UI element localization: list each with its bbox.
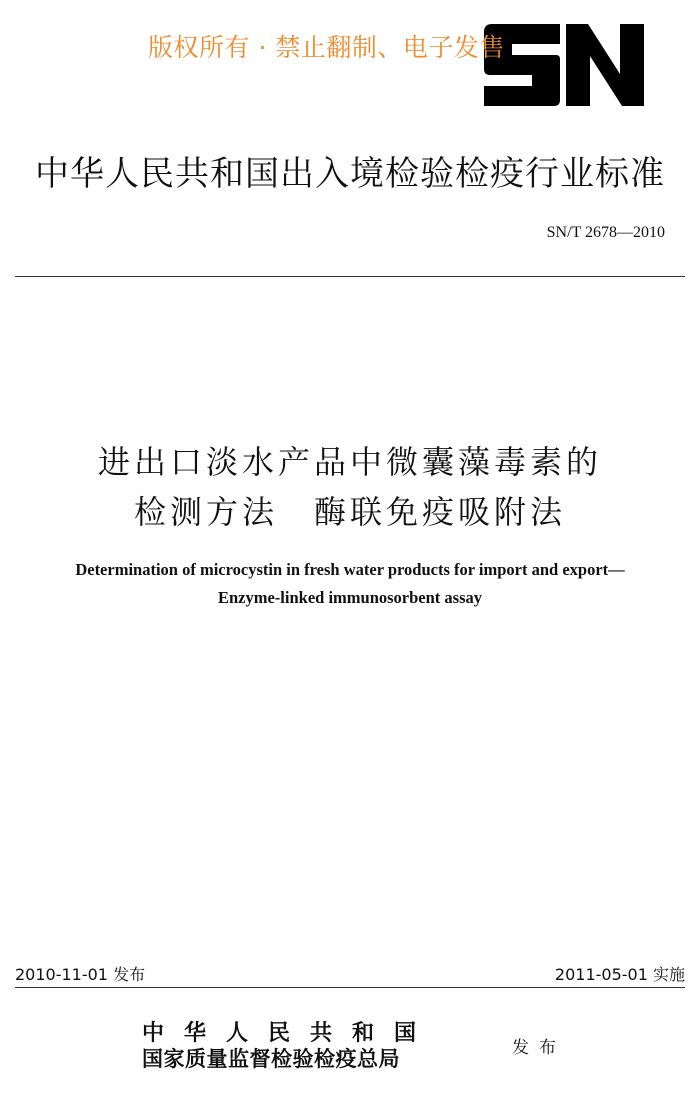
- issue-date: 2010-11-01 发布: [15, 965, 146, 984]
- issuer-line1: 中华人民共和国: [142, 1020, 437, 1046]
- standard-number: SN/T 2678—2010: [546, 224, 665, 241]
- sn-logo: [484, 24, 644, 106]
- header-divider: [15, 276, 685, 277]
- org-title: 中华人民共和国出入境检验检疫行业标准: [35, 154, 665, 194]
- title-zh-line2: 检测方法 酶联免疫吸附法: [133, 493, 566, 531]
- title-en-line2: Enzyme-linked immunosorbent assay: [217, 588, 483, 607]
- publish-label: 发布: [512, 1038, 566, 1058]
- sn-logo-n: [566, 24, 644, 106]
- title-en-line1: Determination of microcystin in fresh water products for import and export—: [75, 560, 625, 579]
- watermark-text: 版权所有 · 禁止翻制、电子发售: [148, 33, 505, 62]
- footer-divider: [15, 987, 685, 988]
- issuer-line2: 国家质量监督检验检疫总局: [142, 1046, 400, 1071]
- implement-date: 2011-05-01 实施: [554, 965, 685, 984]
- issuer-block: [142, 1020, 436, 1072]
- title-zh-line1: 进出口淡水产品中微囊藻毒素的: [97, 443, 602, 481]
